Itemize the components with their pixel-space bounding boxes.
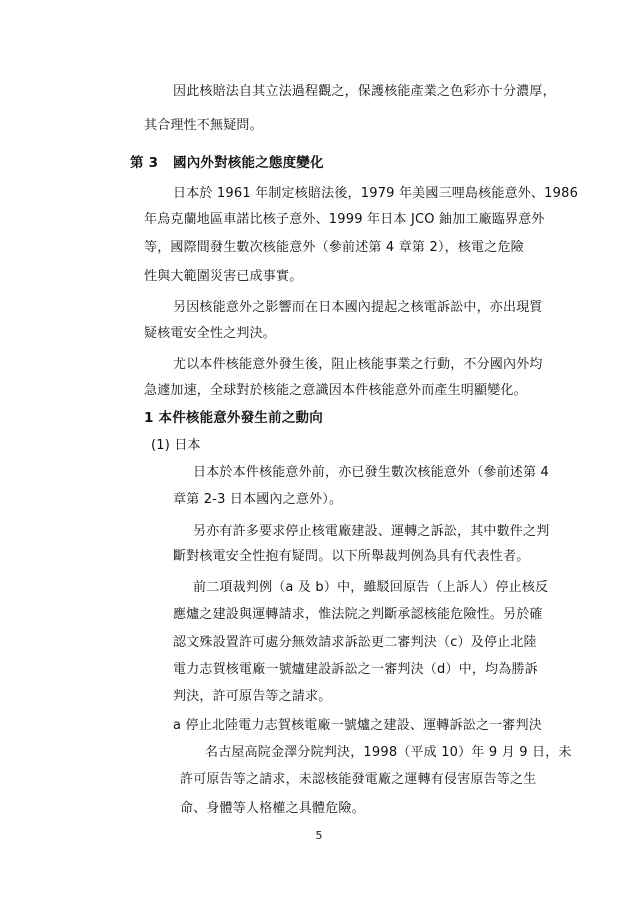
paragraph-6-line-4: 電力志賀核電廠一號爐建設訴訟之一審判決（d）中，均為勝訴	[173, 662, 538, 677]
paragraph-6-line-2: 應爐之建設與運轉請求，惟法院之判斷承認核能危險性。另於確	[173, 607, 543, 622]
subsection-title: 1 本件核能意外發生前之動向	[144, 410, 323, 426]
paragraph-6-line-3: 認文殊設置許可處分無效請求訴訟更二審判決（c）及停止北陸	[173, 635, 537, 650]
paragraph-2-line-2: 疑核電安全性之判決。	[144, 326, 277, 341]
paragraph-1-line-3: 等，國際間發生數次核能意外（參前述第 4 章第 2），核電之危險	[144, 240, 524, 255]
page-number: 5	[315, 829, 323, 842]
paragraph-6-line-1: 前二項裁判例（a 及 b）中，雖駁回原告（上訴人）停止核反	[193, 580, 549, 595]
paragraph-3-line-1: 尤以本件核能意外發生後，阻止核能事業之行動，不分國內外均	[173, 357, 543, 372]
paragraph-1-line-1: 日本於 1961 年制定核賠法後，1979 年美國三哩島核能意外、1986	[173, 186, 579, 201]
section-number: 第 3	[130, 155, 159, 171]
case-a-line-3: 命、身體等人格權之具體危險。	[180, 801, 365, 816]
case-a-line-2: 許可原告等之請求，未認核能發電廠之運轉有侵害原告等之生	[180, 772, 537, 787]
paragraph-5-line-1: 另亦有許多要求停止核電廠建設、運轉之訴訟，其中數件之判	[193, 524, 550, 539]
paragraph-6-line-5: 判決，許可原告等之請求。	[173, 689, 332, 704]
paragraph-2-line-1: 另因核能意外之影響而在日本國內提起之核電訴訟中，亦出現質	[173, 300, 543, 315]
case-a-title: a 停止北陸電力志賀核電廠一號爐之建設、運轉訴訟之一審判決	[173, 718, 542, 733]
item-1-label: (1) 日本	[151, 438, 201, 453]
paragraph-4-line-1: 日本於本件核能意外前，亦已發生數次核能意外（參前述第 4	[193, 465, 550, 480]
case-a-line-1: 名古屋高院金澤分院判決，1998（平成 10）年 9 月 9 日，未	[205, 745, 572, 760]
paragraph-3-line-2: 急遽加速，全球對於核能之意識因本件核能意外而產生明顯變化。	[144, 383, 527, 398]
paragraph-4-line-2: 章第 2-3 日本國內之意外）。	[173, 492, 343, 507]
paragraph-1-line-4: 性與大範圍災害已成事實。	[144, 269, 303, 284]
paragraph-top-line-1: 因此核賠法自其立法過程觀之，保護核能產業之色彩亦十分濃厚，	[173, 84, 556, 99]
paragraph-1-line-2: 年烏克蘭地區車諾比核子意外、1999 年日本 JCO 鈾加工廠臨界意外	[144, 212, 545, 227]
paragraph-5-line-2: 斷對核電安全性抱有疑問。以下所舉裁判例為具有代表性者。	[173, 549, 530, 564]
paragraph-top-line-2: 其合理性不無疑問。	[144, 118, 263, 133]
section-title: 國內外對核能之態度變化	[173, 155, 324, 171]
